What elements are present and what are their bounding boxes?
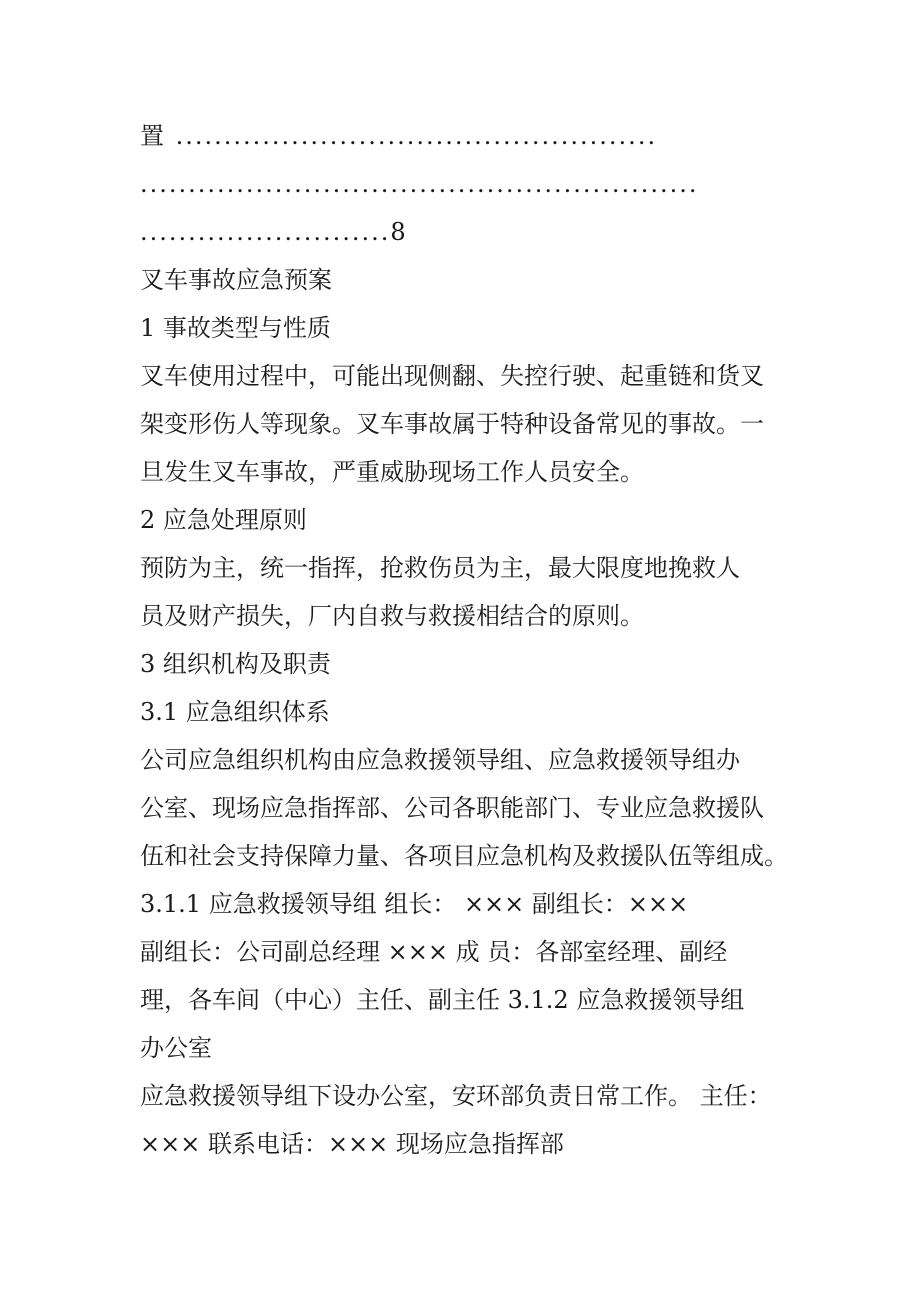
document-title: 叉车事故应急预案 (140, 266, 332, 294)
section-3-1-heading: 3.1 应急组织体系 (140, 698, 330, 726)
body-text-line: 办公室 (140, 1034, 212, 1062)
body-text-line: 旦发生叉车事故，严重威胁现场工作人员安全。 (140, 458, 644, 486)
section-1-heading: 1 事故类型与性质 (140, 314, 331, 342)
toc-line-2: .......................................................... (140, 170, 699, 198)
body-text-line: 叉车使用过程中，可能出现侧翻、失控行驶、起重链和货叉 (140, 362, 764, 390)
body-text-line: 3.1.1 应急救援领导组 组长： ××× 副组长：××× (140, 890, 689, 918)
body-text-line: 预防为主，统一指挥，抢救伤员为主，最大限度地挽救人 (140, 554, 740, 582)
body-text-line: 应急救援领导组下设办公室，安环部负责日常工作。 主任： (140, 1082, 772, 1110)
body-text-line: 员及财产损失，厂内自救与救援相结合的原则。 (140, 602, 644, 630)
toc-line-1: 置 .................................................. (140, 122, 658, 150)
body-text-line: ××× 联系电话：××× 现场应急指挥部 (140, 1130, 564, 1158)
body-text-line: 理，各车间（中心）主任、副主任 3.1.2 应急救援领导组 (140, 986, 745, 1014)
body-text-line: 伍和社会支持保障力量、各项目应急机构及救援队伍等组成。 (140, 842, 788, 870)
toc-line-3: ..........................8 (140, 218, 408, 246)
body-text-line: 副组长：公司副总经理 ××× 成 员：各部室经理、副经 (140, 938, 728, 966)
section-3-heading: 3 组织机构及职责 (140, 650, 331, 678)
body-text-line: 公司应急组织机构由应急救援领导组、应急救援领导组办 (140, 746, 740, 774)
section-2-heading: 2 应急处理原则 (140, 506, 307, 534)
body-text-line: 架变形伤人等现象。叉车事故属于特种设备常见的事故。一 (140, 410, 764, 438)
body-text-line: 公室、现场应急指挥部、公司各职能部门、专业应急救援队 (140, 794, 764, 822)
